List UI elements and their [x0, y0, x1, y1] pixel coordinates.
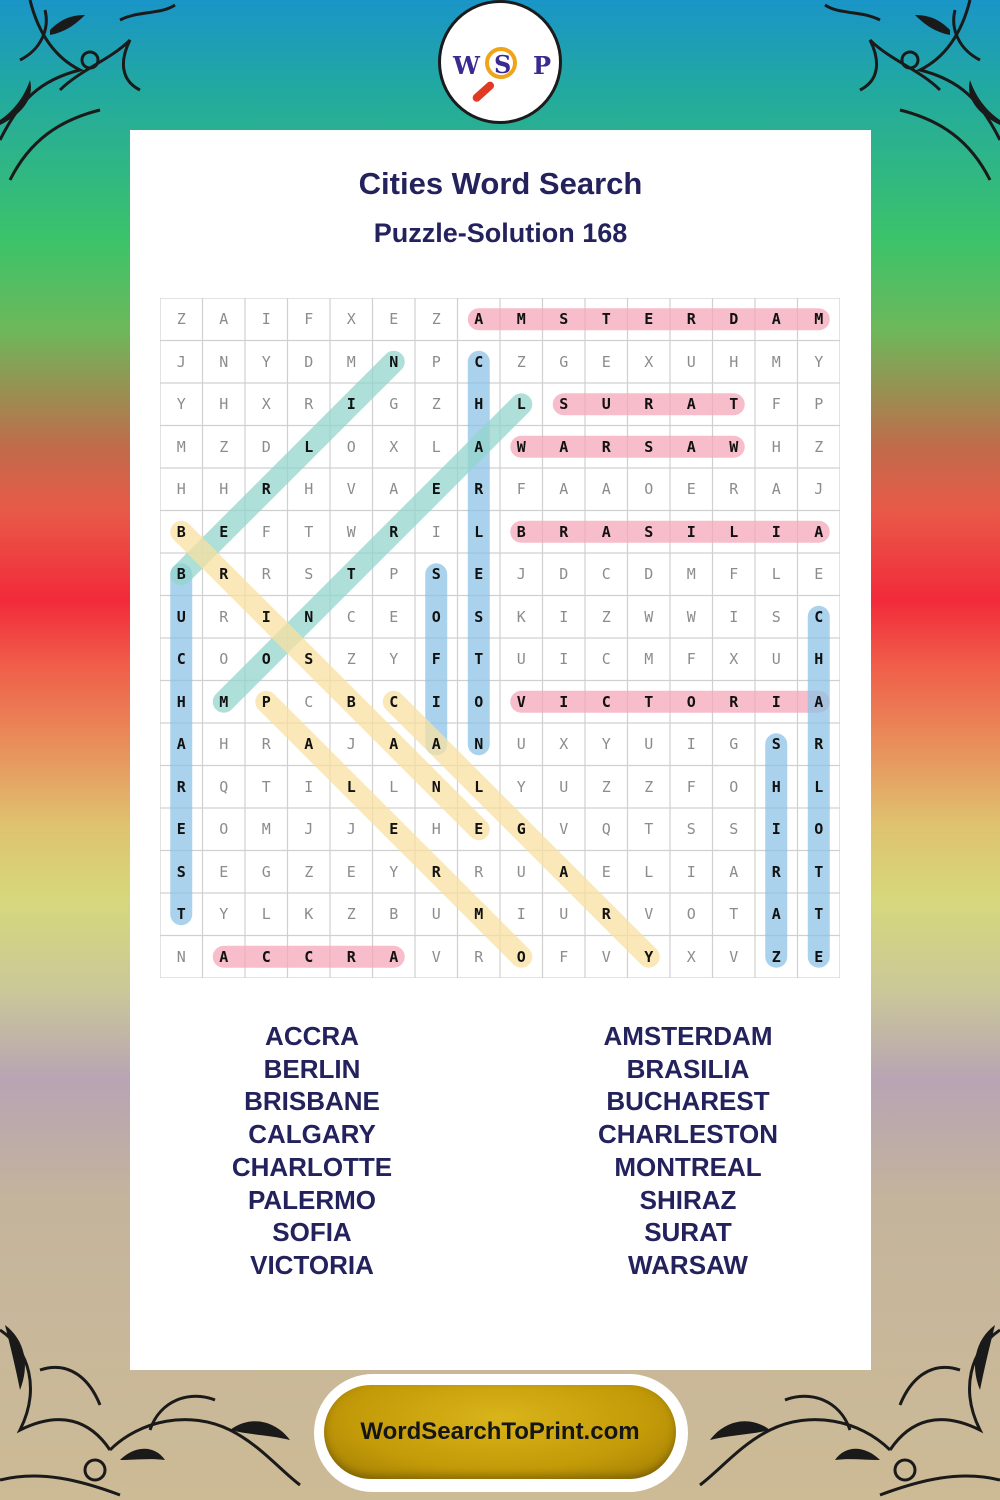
grid-cell[interactable]: S [304, 565, 314, 583]
grid-cell[interactable]: F [771, 395, 781, 413]
grid-cell[interactable]: R [601, 437, 611, 456]
grid-cell[interactable]: M [474, 905, 484, 923]
grid-cell[interactable]: A [389, 735, 399, 753]
grid-cell[interactable]: A [176, 735, 186, 753]
word-list-item: BRASILIA [626, 1053, 750, 1084]
word-list-item: ACCRA [265, 1021, 359, 1051]
grid-cell[interactable]: T [644, 820, 654, 838]
page-subtitle: Puzzle-Solution 168 [373, 218, 628, 248]
grid-cell[interactable]: L [729, 522, 739, 541]
grid-cell[interactable]: D [304, 352, 314, 371]
grid-cell[interactable]: J [814, 480, 824, 498]
grid-cell[interactable]: H [474, 395, 484, 413]
grid-cell[interactable]: I [686, 862, 696, 881]
grid-cell[interactable]: P [814, 395, 824, 413]
grid-cell[interactable]: X [686, 947, 696, 966]
grid-cell[interactable]: C [346, 607, 356, 626]
grid-cell[interactable]: W [729, 437, 739, 456]
grid-cell[interactable]: Y [389, 862, 399, 881]
grid-cell[interactable]: I [346, 395, 356, 413]
grid-cell[interactable]: S [771, 735, 781, 753]
grid-cell[interactable]: F [559, 947, 569, 966]
grid-cell[interactable]: E [601, 862, 611, 881]
website-link-button[interactable]: WordSearchToPrint.com [324, 1385, 676, 1479]
grid-cell[interactable]: M [814, 310, 824, 328]
grid-cell[interactable]: Y [814, 352, 824, 371]
grid-cell[interactable]: I [261, 310, 271, 328]
grid-cell[interactable]: R [474, 862, 484, 881]
site-logo [438, 0, 562, 124]
word-list-item: BUCHAREST [606, 1086, 770, 1117]
grid-cell[interactable]: J [516, 565, 526, 583]
grid-cell[interactable]: R [771, 862, 781, 881]
grid-cell[interactable]: N [474, 735, 484, 753]
grid-cell[interactable]: C [261, 947, 271, 966]
grid-cell[interactable]: X [261, 395, 271, 413]
grid-cell[interactable]: R [346, 947, 356, 966]
grid-cell[interactable]: I [686, 522, 696, 541]
grid-cell[interactable]: H [176, 692, 186, 711]
grid-cell[interactable]: A [219, 947, 229, 966]
grid-cell[interactable]: R [389, 522, 399, 541]
grid-cell[interactable]: V [346, 480, 356, 498]
grid-cell[interactable]: Q [601, 820, 611, 838]
grid-cell[interactable]: T [601, 310, 611, 328]
grid-cell[interactable]: C [601, 650, 611, 668]
grid-cell[interactable]: F [686, 777, 696, 796]
grid-cell[interactable]: N [304, 607, 314, 626]
grid-cell[interactable]: G [261, 862, 271, 881]
grid-cell[interactable]: K [304, 905, 314, 923]
grid-cell[interactable]: T [729, 395, 739, 413]
grid-cell[interactable]: E [814, 947, 824, 966]
grid-cell[interactable]: D [559, 565, 569, 583]
grid-cell[interactable]: V [644, 905, 654, 923]
grid-cell[interactable]: L [389, 777, 399, 796]
grid-cell[interactable]: F [686, 650, 696, 668]
grid-cell[interactable]: R [601, 905, 611, 923]
grid-cell[interactable]: N [389, 352, 399, 371]
grid-cell[interactable]: T [644, 692, 654, 711]
grid-cell[interactable]: U [644, 735, 654, 753]
grid-cell[interactable]: U [559, 777, 569, 796]
grid-cell[interactable]: L [516, 395, 526, 413]
word-list-item: SHIRAZ [639, 1184, 737, 1215]
word-list-item: WARSAW [628, 1249, 748, 1280]
grid-cell[interactable]: N [176, 947, 186, 966]
grid-cell[interactable]: L [771, 565, 781, 583]
grid-cell[interactable]: O [431, 607, 441, 626]
grid-cell[interactable]: C [601, 565, 611, 583]
grid-cell[interactable]: C [814, 607, 824, 626]
grid-cell[interactable]: O [686, 692, 696, 711]
grid-cell[interactable]: R [814, 735, 824, 753]
grid-cell[interactable]: S [176, 862, 186, 881]
grid-cell[interactable]: F [516, 480, 526, 498]
grid-cell[interactable]: R [474, 947, 484, 966]
grid-cell[interactable]: K [516, 607, 526, 626]
grid-cell[interactable]: O [261, 650, 271, 668]
grid-cell[interactable]: M [176, 437, 186, 456]
grid-cell[interactable]: F [729, 565, 739, 583]
grid-cell[interactable]: G [729, 735, 739, 753]
grid-cell[interactable]: C [304, 947, 314, 966]
grid-cell[interactable]: E [346, 862, 356, 881]
word-list-item: BRISBANE [244, 1086, 380, 1117]
grid-cell[interactable]: M [644, 650, 654, 668]
grid-cell[interactable]: O [219, 820, 229, 838]
grid-cell[interactable]: A [304, 735, 314, 753]
grid-cell[interactable]: I [729, 607, 739, 626]
grid-cell[interactable]: E [389, 310, 399, 328]
grid-cell[interactable]: V [559, 820, 569, 838]
grid-cell[interactable]: I [559, 650, 569, 668]
grid-cell[interactable]: Y [389, 650, 399, 668]
grid-cell[interactable]: C [176, 650, 186, 668]
grid-cell[interactable]: A [474, 310, 484, 328]
word-list-item: VICTORIA [250, 1249, 374, 1280]
grid-cell[interactable]: R [219, 565, 229, 583]
grid-cell[interactable]: A [601, 522, 611, 541]
grid-cell[interactable]: Y [516, 777, 526, 796]
grid-cell[interactable]: W [644, 607, 654, 626]
grid-cell[interactable]: Y [601, 735, 611, 753]
word-list-item: SURAT [644, 1217, 732, 1248]
word-list-item: CHARLESTON [597, 1119, 779, 1150]
grid-cell[interactable]: Z [431, 310, 441, 328]
grid-cell[interactable]: M [219, 692, 229, 711]
grid-cell[interactable]: O [219, 650, 229, 668]
grid-cell[interactable]: O [516, 947, 526, 966]
grid-cell[interactable]: R [261, 735, 271, 753]
grid-cell[interactable]: H [431, 820, 441, 838]
grid-cell[interactable]: E [686, 480, 696, 498]
grid-cell[interactable]: H [814, 650, 824, 668]
grid-cell[interactable]: L [304, 437, 314, 456]
grid-cell[interactable]: I [771, 820, 781, 838]
grid-cell[interactable]: E [176, 820, 186, 838]
grid-cell[interactable]: F [261, 522, 271, 541]
grid-cell[interactable]: V [601, 947, 611, 966]
grid-cell[interactable]: A [559, 862, 569, 881]
grid-cell[interactable]: I [559, 607, 569, 626]
grid-cell[interactable]: X [644, 352, 654, 371]
grid-cell[interactable]: H [771, 777, 781, 796]
grid-cell[interactable]: A [474, 437, 484, 456]
grid-cell[interactable]: R [644, 395, 654, 413]
grid-cell[interactable]: A [771, 905, 781, 923]
grid-cell[interactable]: Y [261, 352, 271, 371]
grid-cell[interactable]: O [644, 480, 654, 498]
grid-cell[interactable]: H [771, 437, 781, 456]
grid-cell[interactable]: A [219, 310, 229, 328]
grid-cell[interactable]: L [346, 777, 356, 796]
grid-cell[interactable]: I [431, 522, 441, 541]
grid-cell[interactable]: Z [431, 395, 441, 413]
grid-cell[interactable]: M [261, 820, 271, 838]
magnifier-handle [471, 80, 496, 103]
grid-cell[interactable]: Z [304, 862, 314, 881]
grid-cell[interactable]: Y [176, 395, 186, 413]
grid-cell[interactable]: O [814, 820, 824, 838]
grid-cell[interactable]: T [814, 905, 824, 923]
grid-cell[interactable]: R [261, 480, 271, 498]
grid-cell[interactable]: U [516, 650, 526, 668]
grid-cell[interactable]: A [601, 480, 611, 498]
grid-cell[interactable]: S [644, 437, 654, 456]
grid-cell[interactable]: M [771, 352, 781, 371]
grid-cell[interactable]: R [559, 522, 569, 541]
grid-cell[interactable]: U [431, 905, 441, 923]
grid-cell[interactable]: A [814, 522, 824, 541]
word-list-right [538, 1020, 838, 1282]
grid-cell[interactable]: Z [346, 905, 356, 923]
grid-cell[interactable]: T [346, 565, 356, 583]
grid-cell[interactable]: I [771, 692, 781, 711]
grid-cell[interactable]: R [176, 777, 186, 796]
grid-cell[interactable]: X [729, 650, 739, 668]
grid-cell[interactable]: E [389, 607, 399, 626]
grid-cell[interactable]: G [516, 820, 526, 838]
grid-cell[interactable]: F [431, 650, 441, 668]
grid-cell[interactable]: D [261, 437, 271, 456]
grid-cell[interactable]: A [771, 310, 781, 328]
grid-cell[interactable]: J [346, 735, 356, 753]
grid-cell[interactable]: A [729, 862, 739, 881]
grid-cell[interactable]: I [559, 692, 569, 711]
grid-cell[interactable]: Z [771, 947, 781, 966]
grid-cell[interactable]: V [516, 692, 526, 711]
grid-cell[interactable]: E [814, 565, 824, 583]
grid-cell[interactable]: R [729, 480, 739, 498]
grid-cell[interactable]: Z [814, 437, 824, 456]
logo-letter-w: W [453, 51, 480, 80]
grid-cell[interactable]: A [686, 395, 696, 413]
grid-cell[interactable]: L [814, 777, 824, 796]
grid-cell[interactable]: X [559, 735, 569, 753]
word-list-item: SOFIA [272, 1217, 352, 1248]
grid-cell[interactable]: U [516, 735, 526, 753]
grid-cell[interactable]: P [389, 565, 399, 583]
grid-cell[interactable]: A [389, 947, 399, 966]
grid-cell[interactable]: J [176, 352, 186, 371]
grid-cell[interactable]: R [219, 607, 229, 626]
grid-cell[interactable]: I [261, 607, 271, 626]
grid-cell[interactable]: I [771, 522, 781, 541]
grid-cell[interactable]: J [346, 820, 356, 838]
grid-cell[interactable]: U [601, 395, 611, 413]
grid-cell[interactable]: R [729, 692, 739, 711]
grid-cell[interactable]: W [346, 522, 356, 541]
grid-cell[interactable]: R [431, 862, 441, 881]
grid-cell[interactable]: O [474, 692, 484, 711]
grid-cell[interactable]: R [304, 395, 314, 413]
grid-cell[interactable]: M [346, 352, 356, 371]
grid-cell[interactable]: E [474, 565, 484, 583]
grid-cell[interactable]: T [729, 905, 739, 923]
word-list-item: AMSTERDAM [603, 1021, 773, 1051]
grid-cell[interactable]: O [346, 437, 356, 456]
word-list-item: CALGARY [248, 1119, 376, 1150]
grid-cell[interactable]: I [431, 692, 441, 711]
grid-cell[interactable]: U [516, 862, 526, 881]
grid-cell[interactable]: H [219, 735, 229, 753]
grid-cell[interactable]: V [431, 947, 441, 966]
grid-cell[interactable]: U [176, 607, 186, 626]
grid-cell[interactable]: P [261, 692, 271, 711]
corner-ornament-bottom-right-icon [680, 1310, 1000, 1500]
grid-cell[interactable]: Z [644, 777, 654, 796]
grid-cell[interactable]: E [219, 522, 229, 541]
grid-cell[interactable]: B [176, 565, 186, 583]
grid-cell[interactable]: L [644, 862, 654, 881]
grid-cell[interactable]: G [559, 352, 569, 371]
grid-cell[interactable]: M [686, 565, 696, 583]
grid-cell[interactable]: H [219, 395, 229, 413]
grid-cell[interactable]: L [431, 437, 441, 456]
grid-cell[interactable]: N [219, 352, 229, 371]
grid-cell[interactable]: Q [219, 777, 229, 796]
page-title: Cities Word Search [358, 166, 643, 201]
grid-cell[interactable]: A [559, 437, 569, 456]
grid-cell[interactable]: D [644, 565, 654, 583]
word-search-grid [160, 298, 840, 978]
grid-cell[interactable]: Z [346, 650, 356, 668]
grid-cell[interactable]: Y [644, 947, 654, 966]
grid-cell[interactable]: V [729, 947, 739, 966]
grid-cell[interactable]: B [346, 692, 356, 711]
word-list-item: MONTREAL [614, 1151, 762, 1182]
grid-cell[interactable]: H [176, 480, 186, 498]
grid-cell[interactable]: P [431, 352, 441, 371]
grid-cell[interactable]: E [644, 310, 654, 328]
grid-cell[interactable]: U [559, 905, 569, 923]
grid-cell[interactable]: T [304, 522, 314, 541]
grid-cell[interactable]: N [431, 777, 441, 796]
grid-cell[interactable]: R [474, 480, 484, 498]
grid-cell[interactable]: B [389, 905, 399, 923]
grid-cell[interactable]: Y [219, 905, 229, 923]
grid-cell[interactable]: J [304, 820, 314, 838]
corner-ornament-bottom-left-icon [0, 1310, 320, 1500]
grid-cell[interactable]: C [601, 692, 611, 711]
grid-cell[interactable]: S [686, 820, 696, 838]
grid-cell[interactable]: L [474, 777, 484, 796]
grid-cell[interactable]: E [389, 820, 399, 838]
grid-cell[interactable]: C [474, 352, 484, 371]
grid-cell[interactable]: D [729, 310, 739, 328]
grid-cell[interactable]: A [389, 480, 399, 498]
grid-cell[interactable]: S [474, 607, 484, 626]
grid-cell[interactable]: O [729, 777, 739, 796]
grid-cell[interactable]: T [814, 862, 824, 881]
grid-cell[interactable]: T [176, 905, 186, 923]
grid-cell[interactable]: U [686, 352, 696, 371]
grid-letters [160, 298, 840, 978]
grid-cell[interactable]: S [559, 310, 569, 328]
grid-cell[interactable]: H [219, 480, 229, 498]
grid-cell[interactable]: T [261, 777, 271, 796]
grid-cell[interactable]: A [771, 480, 781, 498]
grid-cell[interactable]: C [304, 692, 314, 711]
grid-cell[interactable]: T [474, 650, 484, 668]
word-list-left [162, 1020, 462, 1282]
word-list-item: PALERMO [247, 1184, 377, 1215]
grid-cell[interactable]: C [389, 692, 399, 711]
grid-cell[interactable]: B [516, 522, 526, 541]
grid-cell[interactable]: Z [176, 310, 186, 328]
grid-cell[interactable]: S [559, 395, 569, 413]
grid-cell[interactable]: E [474, 820, 484, 838]
grid-cell[interactable]: X [346, 310, 356, 328]
grid-cell[interactable]: H [304, 480, 314, 498]
grid-cell[interactable]: A [431, 735, 441, 753]
grid-cell[interactable]: I [304, 777, 314, 796]
grid-cell[interactable]: E [219, 862, 229, 881]
grid-cell[interactable]: F [304, 310, 314, 328]
grid-cell[interactable]: W [686, 607, 696, 626]
grid-cell[interactable]: L [474, 522, 484, 541]
grid-cell[interactable]: B [176, 522, 186, 541]
word-list-item: BERLIN [263, 1053, 361, 1084]
grid-cell[interactable]: Z [516, 352, 526, 371]
word-list-item: CHARLOTTE [231, 1151, 393, 1182]
logo-letter-p: P [533, 51, 552, 80]
grid-cell[interactable]: S [431, 565, 441, 583]
grid-cell[interactable]: W [516, 437, 526, 456]
grid-cell[interactable]: E [601, 352, 611, 371]
grid-cell[interactable]: H [729, 352, 739, 371]
grid-cell[interactable]: M [516, 310, 526, 328]
grid-cell[interactable]: U [771, 650, 781, 668]
grid-cell[interactable]: R [686, 310, 696, 328]
grid-cell[interactable]: E [431, 480, 441, 498]
grid-cell[interactable]: S [729, 820, 739, 838]
grid-cell[interactable]: S [304, 650, 314, 668]
grid-cell[interactable]: Z [601, 607, 611, 626]
grid-cell[interactable]: S [644, 522, 654, 541]
grid-cell[interactable]: A [814, 692, 824, 711]
grid-cell[interactable]: Z [219, 437, 229, 456]
grid-cell[interactable]: I [686, 735, 696, 753]
grid-cell[interactable]: X [389, 437, 399, 456]
grid-cell[interactable]: A [686, 437, 696, 456]
grid-cell[interactable]: S [771, 607, 781, 626]
grid-cell[interactable]: A [559, 480, 569, 498]
grid-cell[interactable]: R [261, 565, 271, 583]
grid-cell[interactable]: I [516, 905, 526, 923]
grid-cell[interactable]: Z [601, 777, 611, 796]
grid-cell[interactable]: L [261, 905, 271, 923]
grid-cell[interactable]: O [686, 905, 696, 923]
logo-letter-s: S [494, 50, 512, 79]
grid-cell[interactable]: G [389, 395, 399, 413]
